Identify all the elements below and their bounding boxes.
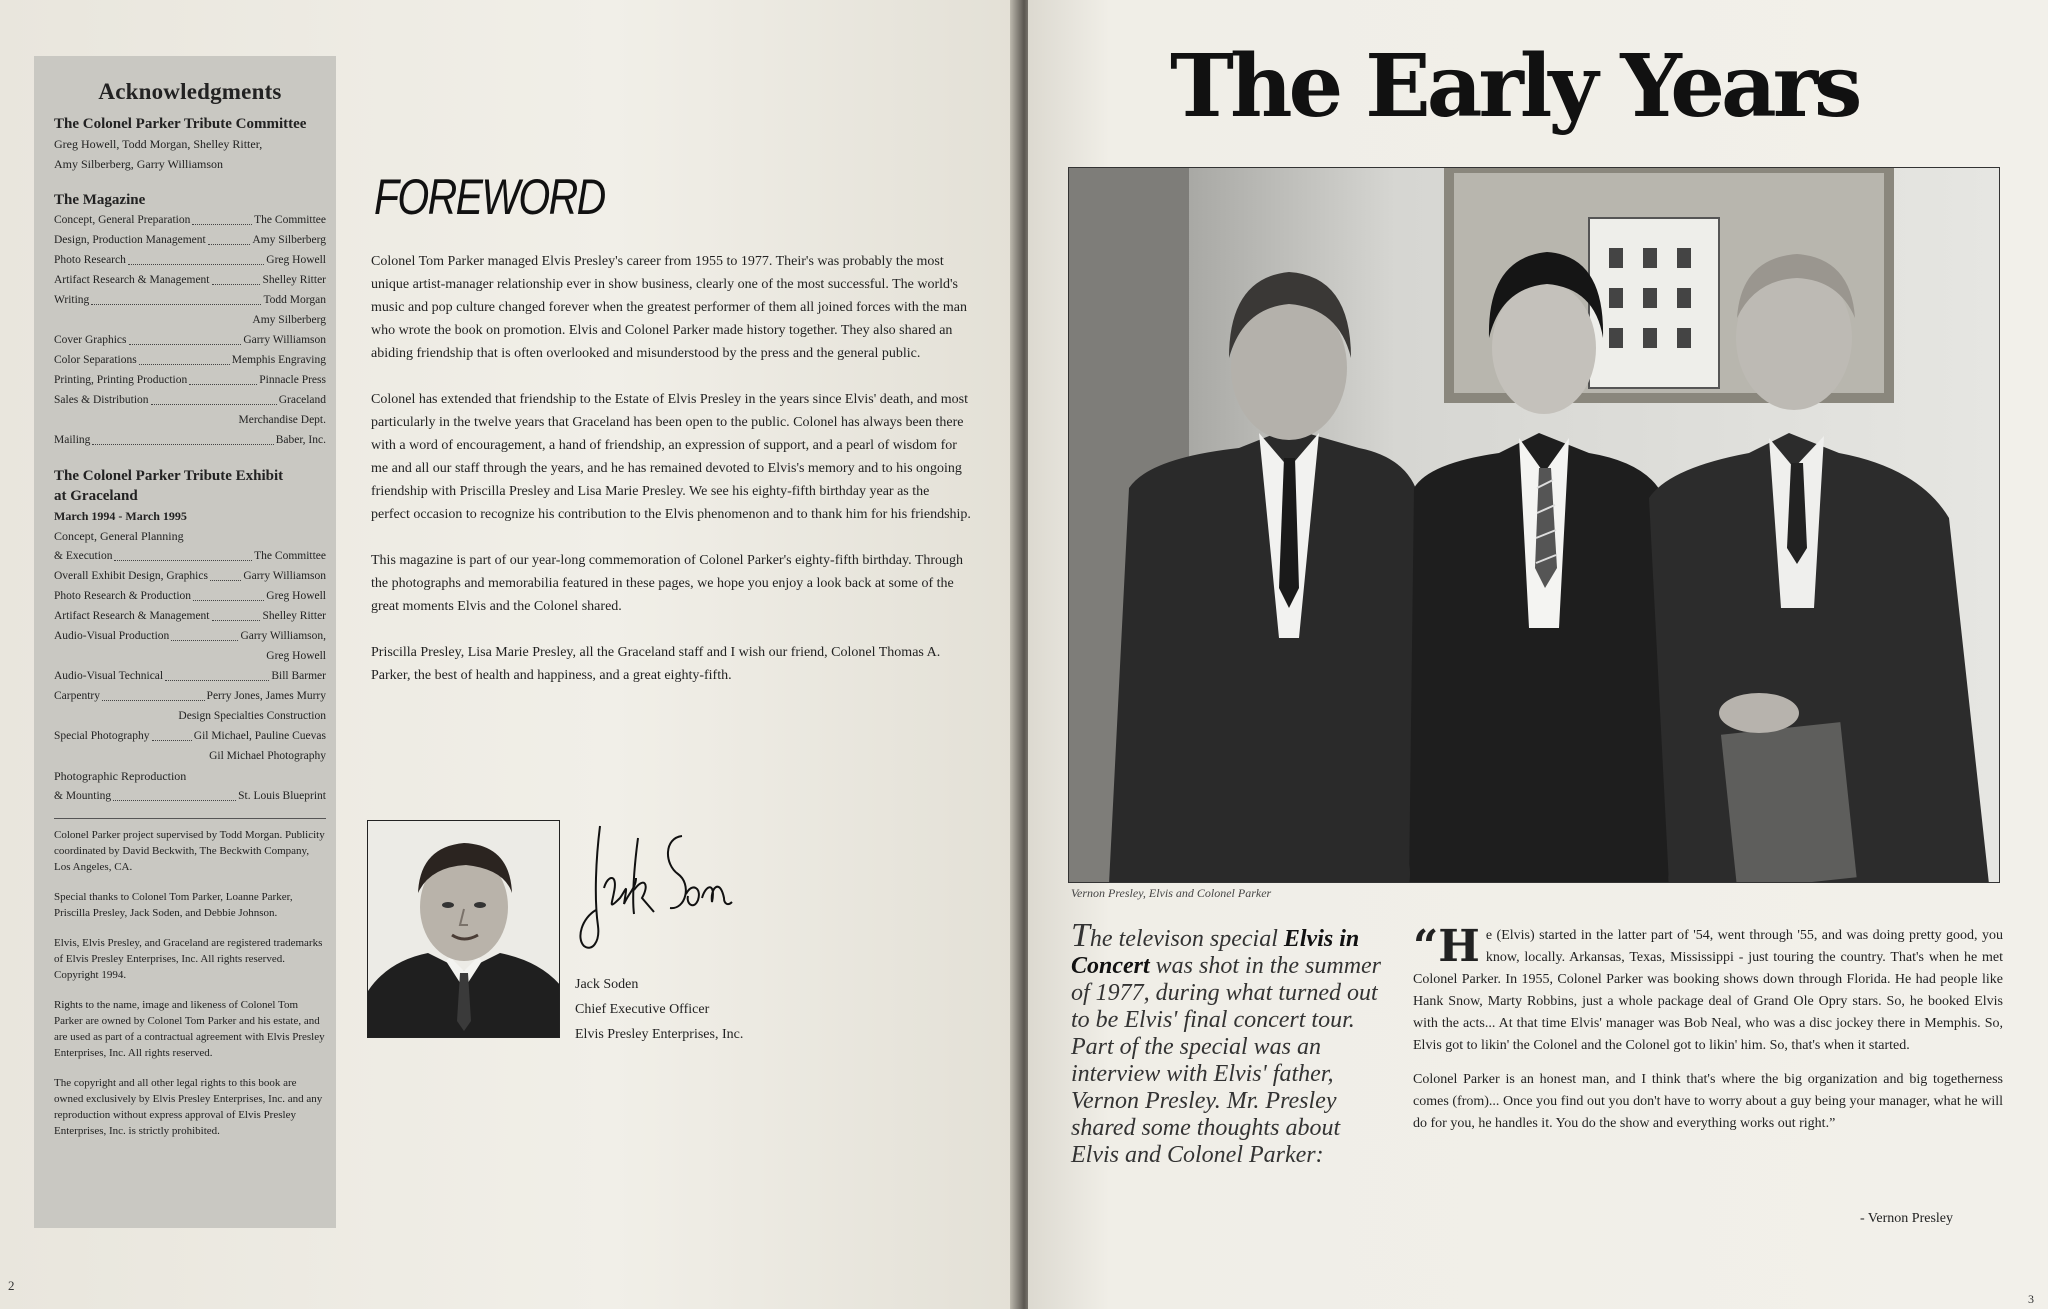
credit-role: Printing, Printing Production: [54, 374, 188, 386]
credit-row: [54, 290, 326, 310]
credit-name: Shelley Ritter: [262, 274, 326, 286]
credit-row: [54, 606, 326, 626]
credit-leader: [128, 264, 264, 265]
jack-soden-signature: [574, 818, 734, 968]
signer-name: Jack Soden: [575, 977, 639, 992]
credit-row: [54, 586, 326, 606]
credit-name: St. Louis Blueprint: [238, 790, 326, 802]
credit-leader: [152, 740, 192, 741]
exhibit-pre: Concept, General Planning: [54, 529, 184, 543]
credit-role: Concept, General Preparation: [54, 214, 191, 226]
credit-name: Amy Silberberg: [252, 234, 326, 246]
credit-name: Gil Michael, Pauline Cuevas: [193, 730, 326, 742]
credit-leader: [210, 580, 241, 581]
credit-leader: [102, 700, 205, 701]
exhibit-credits: [54, 546, 326, 766]
credit-row: [54, 230, 326, 250]
foreword-paragraph: Colonel Tom Parker managed Elvis Presley's career from 1955 to 1977. Their's was probably the most unique artist-manager relationship ever in show business, clearly one of the most successful. The world's music and pop culture changed forever when the greatest performer of them all joined forces with the man who wrote the book on promotion. Elvis and Colonel Parker made history together. They also shared an abiding friendship that is often overlooked and misunderstood by the press and the general public.: [371, 254, 967, 361]
quote-column: [1413, 921, 2003, 1147]
credit-leader: [212, 284, 261, 285]
foreword-paragraph: Colonel has extended that friendship to the Estate of Elvis Presley in the years since Elvis' death, and most particularly in the twelve years that Graceland has been open to the public. Colonel has always been there with a word of encouragement, a hand of friendship, an expression of support, and a pearl of wisdom for me and all our staff through the years, and he has remained devoted to Elvis's memory and to his ongoing friendship with Priscilla Presley and Lisa Marie Presley. We see his eighty-fifth birthday year as the perfect occasion to recognize his contribution to the Elvis phenomenon and to thank him for his friendship.: [371, 392, 971, 522]
signer-company: Elvis Presley Enterprises, Inc.: [575, 1027, 744, 1042]
quote-paragraph-2: Colonel Parker is an honest man, and I think that's where the big organization and big togetherness comes (from)... Once you find out you don't have to worry about a guy being your manager, what he will do for you, he handles it. You do the show and everything works out right.”: [1413, 1072, 2003, 1131]
quote-attribution: - Vernon Presley: [1859, 1211, 1953, 1226]
early-years-title: The Early Years: [1170, 36, 1859, 137]
credit-name: The Committee: [254, 214, 326, 226]
credit-role: Design, Production Management: [54, 234, 206, 246]
credit-row: [54, 370, 326, 390]
ack-note: Rights to the name, image and likeness of Colonel Tom Parker are owned by Colonel Tom Parker and his estate, and are used as part of a contractual agreement with Elvis Presley Enterprises, Inc. All rights reserved.: [54, 999, 325, 1059]
page-number-left: 2: [8, 1278, 15, 1293]
credit-role: Artifact Research & Management: [54, 274, 210, 286]
intro-part1: he televison special: [1089, 926, 1284, 952]
credit-role: Mailing: [54, 434, 91, 446]
ack-note: Colonel Parker project supervised by Todd Morgan. Publicity coordinated by David Beckwith, The Beckwith Company, Los Angeles, CA.: [54, 829, 325, 873]
credit-name: Memphis Engraving: [231, 354, 326, 366]
credit-row: [54, 250, 326, 270]
credit-leader: [91, 304, 261, 305]
credit-leader: [208, 244, 251, 245]
credit-name: The Committee: [254, 550, 326, 562]
credit-row: [54, 210, 326, 230]
credit-role: Audio-Visual Production: [54, 630, 170, 642]
credit-leader: [113, 800, 236, 801]
credit-row: [54, 566, 326, 586]
credit-role: Carpentry: [54, 690, 100, 702]
intro-drop-cap: T: [1071, 917, 1090, 954]
credit-name: Todd Morgan: [263, 294, 326, 306]
credit-continuation: Design Specialties Construction: [178, 710, 326, 722]
credit-role: Photo Research: [54, 254, 126, 266]
credit-leader: [151, 404, 277, 405]
credit-role: Audio-Visual Technical: [54, 670, 164, 682]
credit-name: Greg Howell: [266, 254, 326, 266]
credit-role: Writing: [54, 294, 90, 306]
acknowledgments-panel: [34, 56, 336, 1228]
quote-para1-text: e (Elvis) started in the latter part of '54, went through '55, and was doing pretty good, you know, locally. Arkansas, Texas, Mississippi - just touring the country. That's when he met Colonel Parker. In 1955, Colonel Parker was booking shows down through Florida. He had people like Hank Snow, Marty Robbins, just a whole package deal of Grand Ole Opry stars. So, he booked Elvis with the acts... At that time Elvis' manager was Bob Neal, who was a disc jockey there in Memphis. So, Elvis got to likin' the Colonel and the Colonel got to likin' him. So, that's when it started.: [1413, 928, 2003, 1053]
credit-leader: [92, 444, 273, 445]
magazine-title: The Magazine: [54, 192, 146, 208]
credit-continuation: Gil Michael Photography: [209, 750, 326, 762]
credit-leader: [189, 384, 257, 385]
credit-role: Special Photography: [54, 730, 150, 742]
committee-line: Amy Silberberg, Garry Williamson: [54, 157, 224, 171]
credit-name: Baber, Inc.: [275, 434, 326, 446]
quote-open-mark: “H: [1413, 921, 1480, 972]
exhibit-dates: March 1994 - March 1995: [54, 509, 187, 523]
credit-name: Garry Williamson,: [240, 630, 326, 642]
credit-row: [54, 430, 326, 450]
credit-role: Cover Graphics: [54, 334, 127, 346]
exhibit-title-2: at Graceland: [54, 488, 138, 504]
credit-continuation: Greg Howell: [266, 650, 326, 662]
acknowledgments-title: Acknowledgments: [98, 79, 282, 104]
foreword-title: FOREWORD: [374, 169, 605, 225]
committee-title: The Colonel Parker Tribute Committee: [54, 116, 307, 132]
credit-leader: [165, 680, 269, 681]
foreword-paragraph: This magazine is part of our year-long commemoration of Colonel Parker's eighty-fifth birthday. Through the photographs and memorabilia featured in these pages, we hope you enjoy a look back at some of the great moments Elvis and the Colonel shared.: [371, 553, 964, 614]
credit-leader: [171, 640, 238, 641]
credit-leader: [139, 364, 230, 365]
intro-bold-title: Elvis in Concert: [1071, 926, 1360, 979]
credit-continuation: Amy Silberberg: [252, 314, 326, 326]
ack-notes: [54, 827, 326, 1139]
credit-leader: [192, 224, 252, 225]
photo-caption: Vernon Presley, Elvis and Colonel Parker: [1071, 886, 1272, 900]
credit-leader: [193, 600, 264, 601]
ack-note: The copyright and all other legal rights to this book are owned exclusively by Elvis Presley Enterprises, Inc. and any reproduction without express approval of Elvis Presley Enterprises, Inc. is strictly prohibited.: [54, 1077, 323, 1137]
credit-continuation: Merchandise Dept.: [238, 414, 326, 426]
ack-note: Special thanks to Colonel Tom Parker, Loanne Parker, Priscilla Presley, Jack Soden, and Debbie Johnson.: [54, 891, 293, 919]
credit-name: Garry Williamson: [243, 334, 326, 346]
credit-name: Shelley Ritter: [262, 610, 326, 622]
foreword-body: [371, 250, 971, 710]
credit-row: [54, 350, 326, 370]
magazine-credits: [54, 210, 326, 450]
portrait-image: [368, 821, 560, 1038]
credit-row: [54, 270, 326, 290]
credit-role: Color Separations: [54, 354, 137, 366]
credit-row: [54, 666, 326, 686]
divider: [54, 818, 326, 819]
credit-leader: [212, 620, 261, 621]
intro-text: [1071, 917, 1382, 1169]
credit-row: [54, 330, 326, 350]
credit-role: Photo Research & Production: [54, 590, 192, 602]
page-number-right: 3: [2028, 1292, 2034, 1306]
credit-name: Garry Williamson: [243, 570, 326, 582]
credit-role: & Mounting: [54, 790, 112, 802]
credit-row: [54, 686, 326, 706]
credit-row: [54, 626, 326, 646]
credit-leader: [129, 344, 242, 345]
credit-role: & Execution: [54, 550, 113, 562]
credit-leader: [114, 560, 252, 561]
credit-role: Overall Exhibit Design, Graphics: [54, 570, 208, 582]
group-photo-image: [1069, 168, 2000, 883]
group-photo: [1068, 167, 2000, 883]
credit-row: [54, 390, 326, 410]
credit-name: Bill Barmer: [271, 670, 326, 682]
foreword-paragraph: Priscilla Presley, Lisa Marie Presley, all the Graceland staff and I wish our friend, Colonel Thomas A. Parker, the best of health and happiness, and a great eighty-fifth.: [371, 645, 941, 683]
jack-soden-portrait: [367, 820, 560, 1038]
committee-line: Greg Howell, Todd Morgan, Shelley Ritter,: [54, 137, 263, 151]
signature-image: [574, 818, 734, 968]
quote-paragraph-1: [1413, 921, 2003, 1057]
ack-note: Elvis, Elvis Presley, and Graceland are registered trademarks of Elvis Presley Enterprises, Inc. All rights reserved. Copyright 1994.: [54, 937, 323, 981]
credit-row: [54, 726, 326, 746]
credit-row: [54, 786, 326, 806]
credit-name: Greg Howell: [266, 590, 326, 602]
intro-part2: was shot in the summer of 1977, during what turned out to be Elvis' final concert tour. Part of the special was an interview with Elvis' father, Vernon Presley. Mr. Presley shared some thoughts about Elvis and Colonel Parker:: [1071, 953, 1382, 1168]
signer-title: Chief Executive Officer: [575, 1002, 710, 1017]
exhibit-title: The Colonel Parker Tribute Exhibit: [54, 468, 284, 484]
credit-name: Pinnacle Press: [259, 374, 326, 386]
signoff-block: [575, 972, 743, 1047]
credit-name: Perry Jones, James Murry: [206, 690, 326, 702]
credit-row: [54, 546, 326, 566]
exhibit-post: Photographic Reproduction: [54, 769, 187, 783]
left-page: [0, 0, 1020, 1309]
credit-role: Artifact Research & Management: [54, 610, 210, 622]
credit-name: Graceland: [278, 394, 326, 406]
credit-role: Sales & Distribution: [54, 394, 149, 406]
